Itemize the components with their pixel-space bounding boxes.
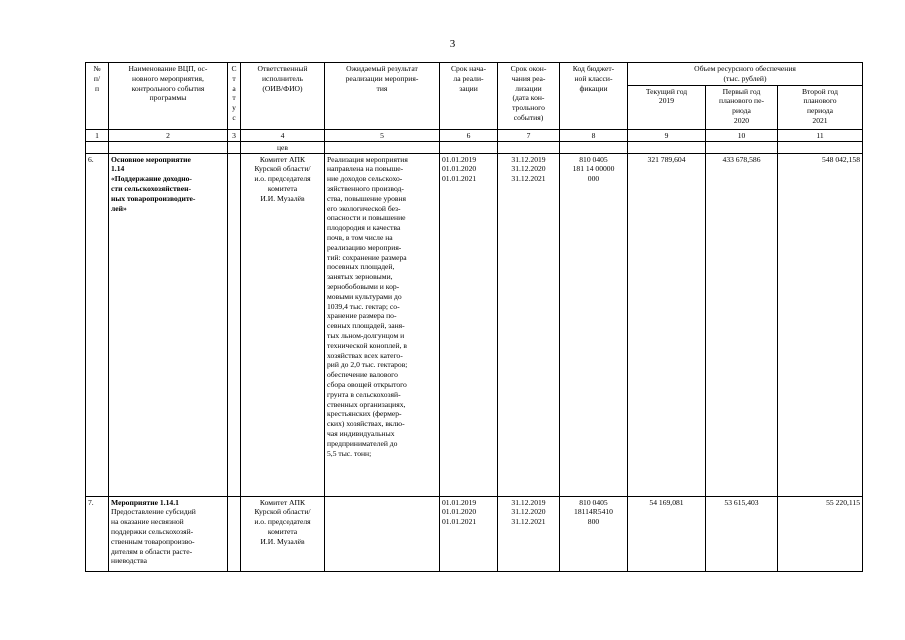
expected-result [325,496,440,571]
header-end-date [498,63,560,130]
text-line: Основное мероприятие [111,154,191,164]
text-line: № [93,64,101,73]
text-line: Код бюджет- [572,64,615,73]
event-status [228,496,241,571]
responsible-executor [241,496,325,571]
text-line: зации [459,83,478,93]
header-responsible [241,63,325,130]
text-line: мовыми культурами до [327,291,402,301]
header-number [86,63,109,130]
text-line: реализацию мероприя- [327,242,402,252]
text-line: Комитет АПК [259,154,306,164]
text-line: 18114R5410 [574,507,613,517]
expected-result [325,153,440,496]
text-line: ства, повышение уровня [327,193,407,203]
text-line: (ОИВ/ФИО) [262,83,303,93]
text-line: (дата кон- [512,93,545,103]
text-line: поддержки сельскохозяй- [111,526,194,536]
header-status [228,63,241,130]
text-line: (тыс. рублей) [723,73,767,83]
text-line: предпринимателей до [327,438,398,448]
text-line: опасности и повышение [327,213,406,223]
text-line: И.И. Музалёв [260,536,305,546]
text-line: 810 0405 [579,497,608,507]
column-number: 10 [706,129,778,141]
header-budget-code [560,63,628,130]
text-line: реализации мероприя- [345,73,419,83]
text-line: 181 14 00000 [572,164,615,174]
text-line: периода [806,106,834,116]
amount-2021: 548 042,158 [778,153,863,496]
text-line: плодородия и качества [327,223,401,233]
column-number: 1 [86,129,109,141]
column-number: 5 [325,129,440,141]
text-line: ных товаропроизводите- [111,193,196,203]
text-line: «Поддержание доходно- [111,174,192,184]
text-line: зернобобовыми и кор- [327,281,400,291]
text-line: 01.01.2019 [442,154,477,164]
text-line: занятых зерновыми, [327,272,393,282]
text-line: риода [732,106,751,116]
column-number: 6 [440,129,498,141]
text-line: у [232,103,236,113]
text-line: направлена на повыше- [327,164,404,174]
text-line: технической коноплей, в [327,340,407,350]
text-line: грунта в сельскохозяй- [327,389,401,399]
text-line: 000 [587,174,600,184]
text-line: а [232,83,236,93]
column-number: 4 [241,129,325,141]
text-line: 5,5 тыс. тонн; [327,448,372,458]
text-line: Срок окон- [510,64,547,73]
text-line: С [231,64,237,73]
header-year-second [778,85,863,129]
text-line: дителям в области расте- [111,546,193,556]
text-line: 31.12.2020 [511,507,546,517]
text-line: т [232,93,236,103]
text-line: Комитет АПК [259,497,306,507]
text-line: 31.12.2021 [511,174,546,184]
text-line: Наименование ВЦП, ос- [128,64,208,73]
text-line: сти сельскохозяйствен- [111,183,192,193]
text-line: новного мероприятия, [132,73,204,83]
text-line: Реализация мероприятия [327,154,408,164]
text-line: чания реа- [511,73,546,83]
text-line: 31.12.2021 [511,517,546,527]
row-number: 6. [86,153,109,496]
responsible-executor [241,153,325,496]
text-line: комитета [267,183,298,193]
text-line: 01.01.2021 [442,517,477,527]
budget-code [560,496,628,571]
text-line: 31.12.2019 [511,497,546,507]
column-number: 7 [498,129,560,141]
text-line: чая индивидуальных [327,428,395,438]
text-line: 01.01.2019 [442,497,477,507]
budget-code [560,153,628,496]
header-name [109,63,228,130]
text-line: обеспечение валового [327,370,398,380]
event-name-bold [111,498,225,508]
header-row-top [86,63,863,86]
text-line: исполнитель [261,73,304,83]
text-line: п [94,83,100,93]
table-row [86,153,863,496]
text-line: с [232,112,236,122]
event-status [228,153,241,496]
text-line: Предоставление субсидий [111,507,196,517]
text-line: трольного [512,103,545,113]
text-line: тых льном-долгунцом и [327,330,405,340]
text-line: 1039,4 тыс. гектар; со- [327,301,400,311]
text-line: почв, в том числе на [327,232,393,242]
text-line: 01.01.2020 [442,164,477,174]
start-dates [440,153,498,496]
end-dates [498,153,560,496]
text-line: ственным товаропроизво- [111,536,195,546]
text-line: комитета [267,526,298,536]
text-line: Срок нача- [450,64,487,73]
text-line: ниеводства [111,556,148,566]
text-line: лей» [111,203,127,213]
text-line: Текущий год [645,86,688,96]
amount-2019: 54 169,081 [628,496,706,571]
text-line: лизации [515,83,542,93]
program-table [85,62,863,572]
column-number: 11 [778,129,863,141]
text-line: И.И. Музалёв [260,193,305,203]
event-name-bold [111,155,225,214]
text-line: Второй год [801,86,838,96]
text-line: 810 0405 [579,154,608,164]
text-line: севных площадей, заня- [327,321,405,331]
text-line: планового пе- [719,96,764,106]
column-number: 3 [228,129,241,141]
text-line: Курской области/ [254,164,311,174]
text-line: программы [149,93,187,103]
text-line: события) [513,112,544,122]
header-year-current [628,85,706,129]
end-dates [498,496,560,571]
event-name [109,496,228,571]
event-name [109,153,228,496]
text-line: 800 [587,517,600,527]
text-line: 2019 [658,96,675,106]
text-line: ских) хозяйствах, вклю- [327,419,405,429]
text-line: 31.12.2019 [511,154,546,164]
column-number: 8 [560,129,628,141]
header-year-first [706,85,778,129]
continuation-row [86,141,863,153]
text-line: 2020 [733,115,750,125]
column-number: 9 [628,129,706,141]
text-line: п/ [93,73,101,83]
text-line: посевных площадей, [327,262,395,272]
text-line: и.о. председателя [254,517,311,527]
page-number: 3 [449,38,456,50]
text-line: хозяйствах всех катего- [327,350,403,360]
text-line: ной класси- [574,73,613,83]
header-resource-group [628,63,863,86]
column-number: 2 [109,129,228,141]
text-line: Курской области/ [254,507,311,517]
text-line: тий: сохранение размера [327,252,407,262]
text-line: ственных организациях, [327,399,406,409]
start-dates [440,496,498,571]
text-line: т [232,73,236,83]
text-line: крестьянских (фермер- [327,409,402,419]
text-line: сбора овощей открытого [327,379,407,389]
text-line: ла реали- [453,73,484,83]
amount-2020: 53 615,403 [706,496,778,571]
text-line: рий до 2,0 тыс. гектаров; [327,360,408,370]
text-line: хранение размера по- [327,311,397,321]
text-line: тия [376,83,388,93]
row-number: 7. [86,496,109,571]
text-line: его экологической без- [327,203,401,213]
text-line: контрольного события [131,83,205,93]
text-line: ние доходов сельскохо- [327,174,403,184]
text-line: 31.12.2020 [511,164,546,174]
text-line: Первый год [722,86,761,96]
text-line: Ответственный [257,64,308,73]
text-line: планового [803,96,837,106]
header-start-date [440,63,498,130]
text-line: Мероприятие 1.14.1 [111,497,179,507]
text-line: 01.01.2021 [442,174,477,184]
column-number-row [86,129,863,141]
text-line: и.о. председателя [254,174,311,184]
amount-2021: 55 220,115 [778,496,863,571]
text-line: Ожидаемый результат [346,64,418,73]
table-row [86,496,863,571]
text-line: 2021 [812,115,828,125]
amount-2019: 321 789,604 [628,153,706,496]
text-line: на оказание несвязной [111,517,184,527]
text-line: 01.01.2020 [442,507,477,517]
continuation-text: цев [241,141,325,153]
header-expected-result [325,63,440,130]
text-line: Объем ресурсного обеспечения [694,64,796,73]
text-line: зяйственного производ- [327,183,404,193]
event-name-text [111,507,225,566]
text-line: 1.14 [111,164,125,174]
text-line: фикации [579,83,608,93]
amount-2020: 433 678,586 [706,153,778,496]
